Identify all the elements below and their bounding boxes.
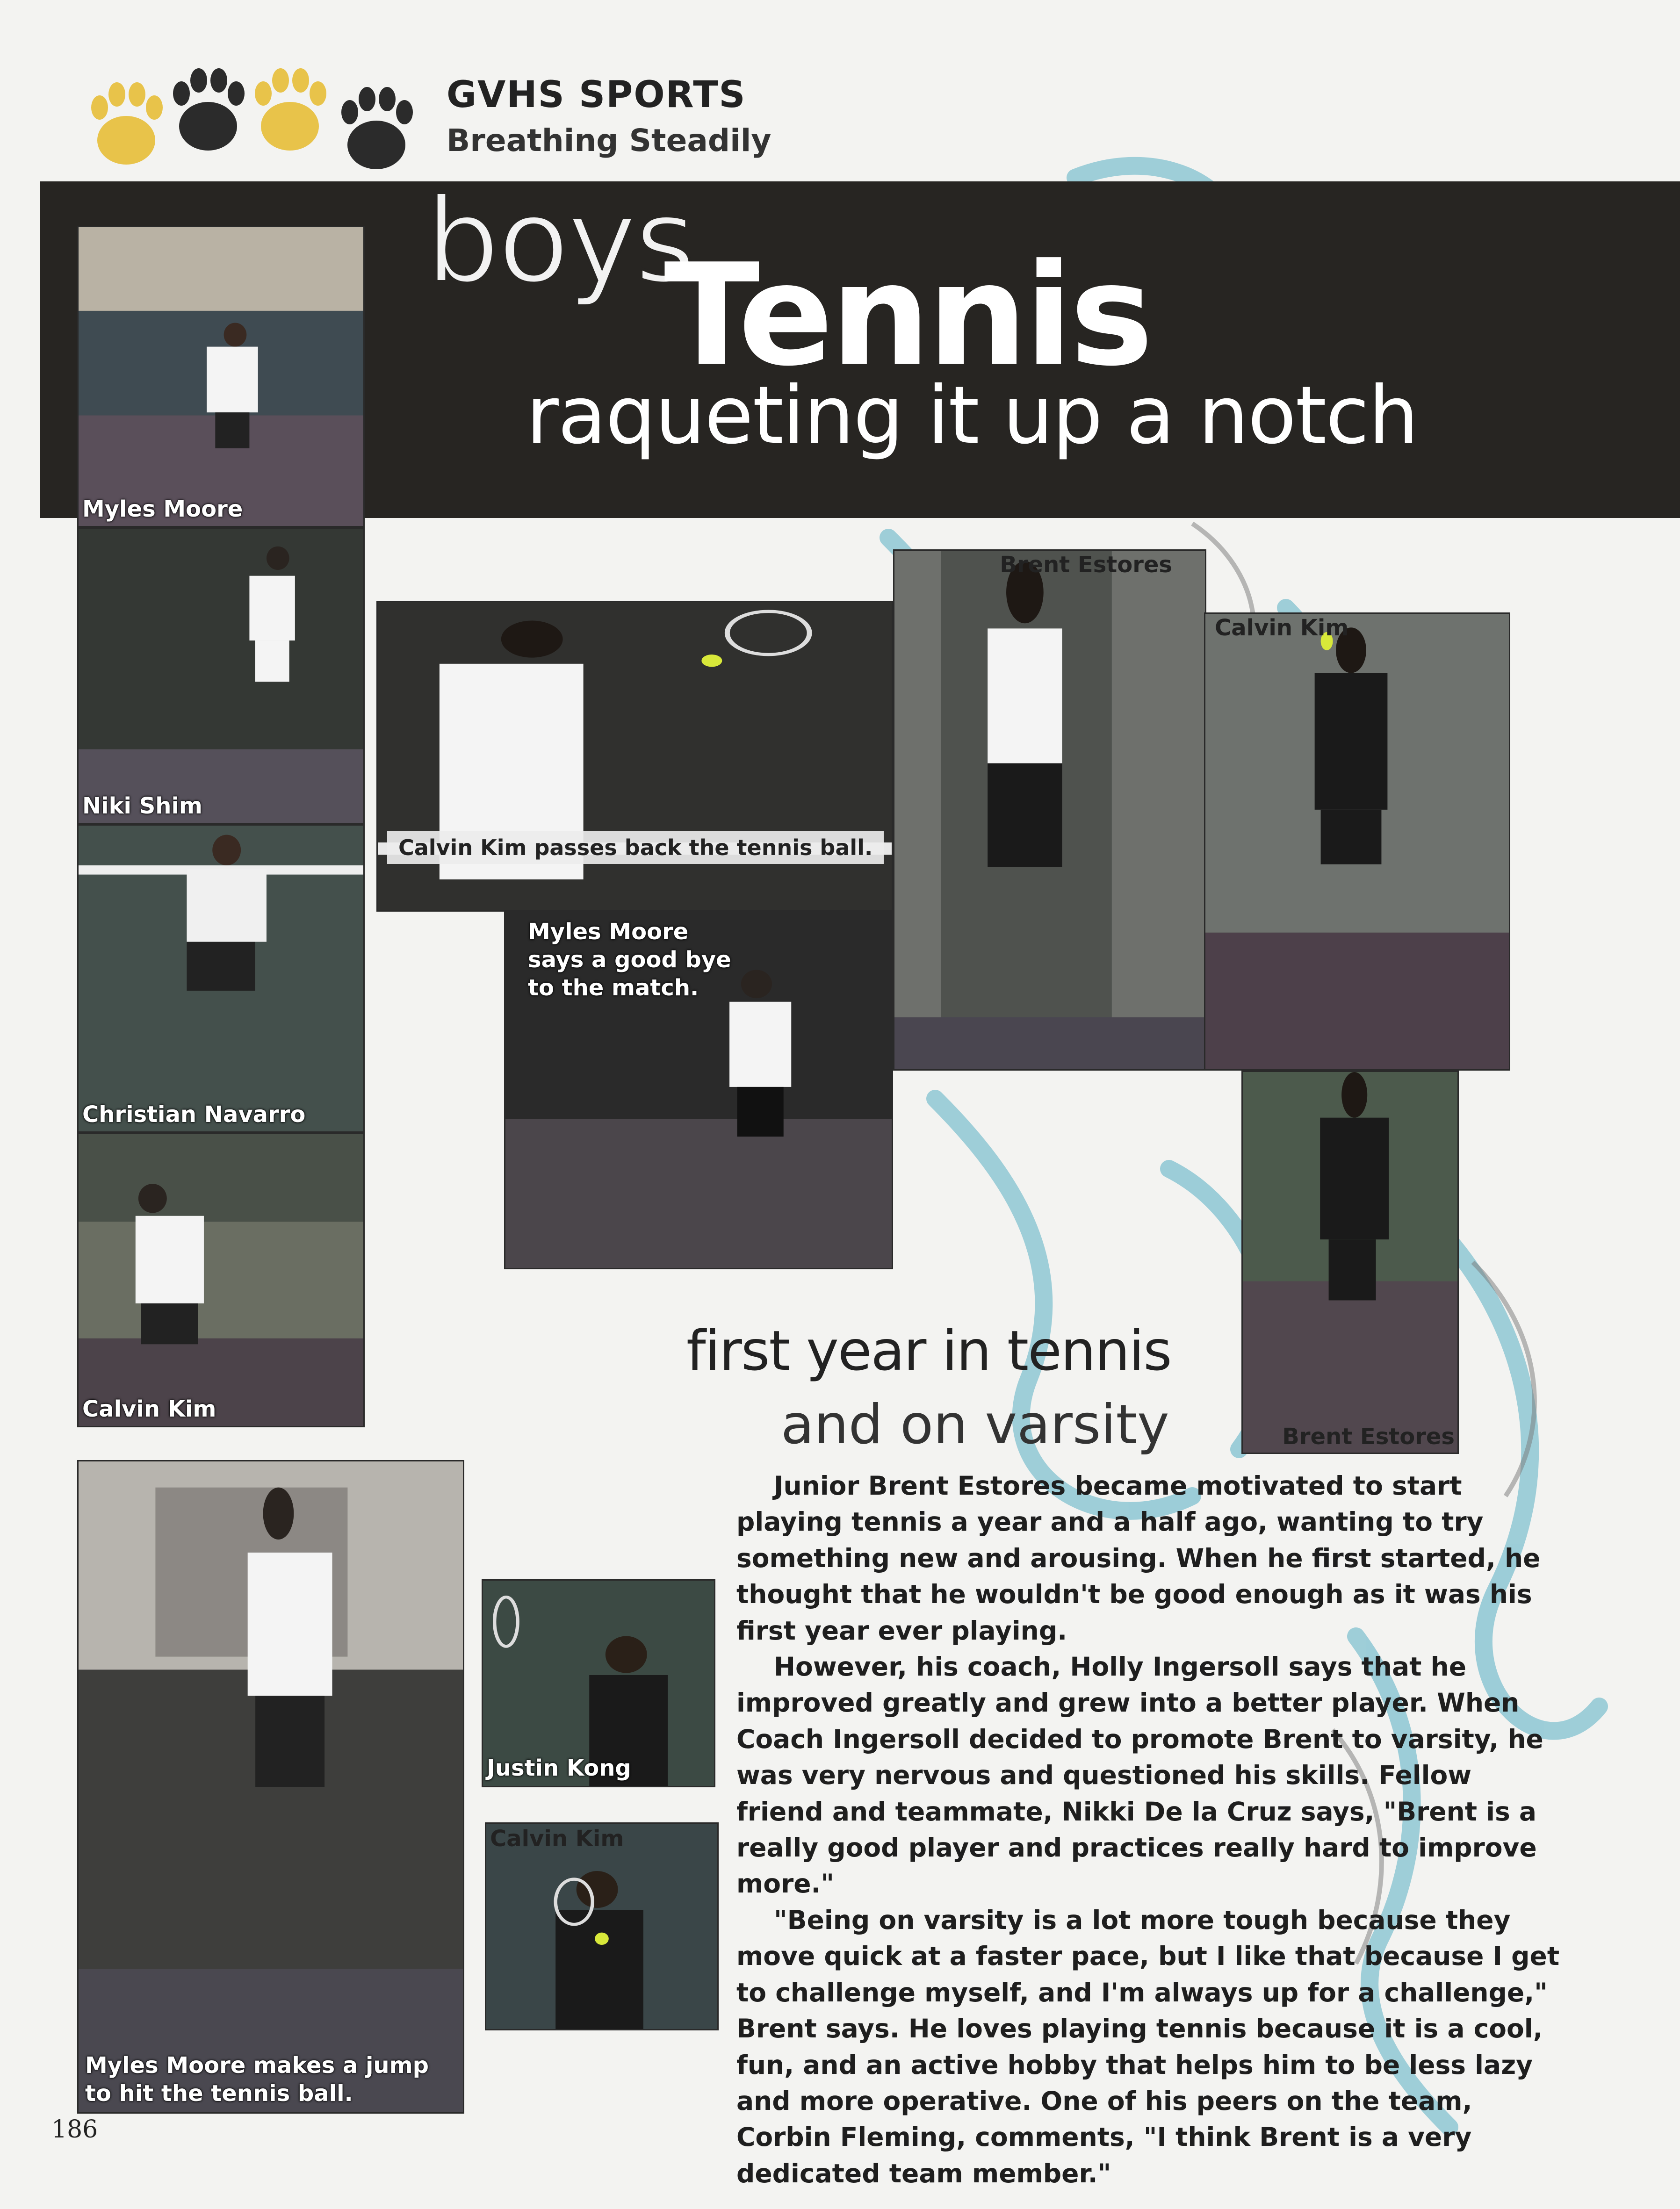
photo-caption: Justin Kong bbox=[487, 1755, 631, 1781]
title-boys: boys bbox=[425, 173, 694, 309]
photo-brent-estores-forehand bbox=[893, 549, 1206, 1071]
photo-caption: Calvin Kim bbox=[490, 1826, 624, 1852]
photo-myles-moore-goodbye bbox=[504, 912, 893, 1269]
paw-gold-icon bbox=[91, 82, 163, 165]
photo-myles-moore-serve bbox=[77, 226, 365, 527]
photo-christian-navarro bbox=[77, 824, 365, 1133]
article-paragraph: However, his coach, Holly Ingersoll says that he improved greatly and grew into a better player. When Coach Ingersoll decided to promote Brent to varsity, he was very nervous and questioned his skills. Fellow friend and teammate, Nikki De la Cruz says, "Brent is a really good player and practices really hard to improve more." bbox=[736, 1652, 1543, 1899]
photo-caption: Myles Moore bbox=[82, 496, 243, 522]
photo-caption: Niki Shim bbox=[82, 793, 202, 819]
page-number: 186 bbox=[51, 2115, 98, 2144]
photo-caption: Calvin Kim passes back the tennis ball. bbox=[387, 831, 884, 864]
article-subheading: and on varsity bbox=[781, 1393, 1169, 1456]
section-label: GVHS SPORTS bbox=[447, 74, 746, 116]
article-paragraph: Junior Brent Estores became motivated to start playing tennis a year and a half ago, wanting to try something new and arousing. When he first started, he thought that he wouldn't be good enough as it was his first year ever playing. bbox=[736, 1471, 1541, 1646]
title-tagline: raqueting it up a notch bbox=[526, 369, 1418, 462]
photo-caption: Christian Navarro bbox=[82, 1101, 306, 1128]
photo-caption: Calvin Kim bbox=[1215, 615, 1349, 641]
article-heading: first year in tennis bbox=[686, 1318, 1171, 1383]
photo-calvin-kim-backhand bbox=[376, 601, 893, 912]
photo-calvin-kim-portrait bbox=[485, 1822, 719, 2030]
photo-caption: Myles Moore says a good bye to the match. bbox=[528, 919, 731, 1001]
paw-gold-icon bbox=[255, 68, 326, 151]
paw-prints-icon bbox=[82, 65, 418, 182]
photo-caption: Brent Estores bbox=[1282, 1424, 1455, 1450]
photo-calvin-kim-forehand bbox=[1204, 612, 1510, 1071]
photo-caption: Calvin Kim bbox=[82, 1396, 216, 1422]
section-subtitle: Breathing Steadily bbox=[447, 122, 772, 158]
paw-dark-icon bbox=[341, 87, 413, 169]
paw-dark-icon bbox=[173, 68, 245, 151]
photo-brent-estores-walking bbox=[1241, 1071, 1459, 1454]
photo-caption: Brent Estores bbox=[1000, 552, 1172, 578]
photo-calvin-kim-reach bbox=[77, 1133, 365, 1427]
photo-myles-moore-jump bbox=[77, 1460, 464, 2114]
article-body bbox=[736, 1468, 1564, 2192]
photo-niki-shim bbox=[77, 527, 365, 824]
title-tennis: Tennis bbox=[664, 234, 1151, 397]
article-paragraph: "Being on varsity is a lot more tough because they move quick at a faster pace, but I like that because I get to challenge myself, and I'm always up for a challenge," Brent says. He loves playing tennis because it is a cool, fun, and an active hobby that helps him to be less lazy and more operative. One of his peers on the team, Corbin Fleming, comments, "I think Brent is a very dedicated team member." bbox=[736, 1905, 1560, 2188]
photo-caption: Myles Moore makes a jump to hit the tennis ball. bbox=[85, 2052, 429, 2107]
photo-justin-kong bbox=[482, 1579, 715, 1787]
